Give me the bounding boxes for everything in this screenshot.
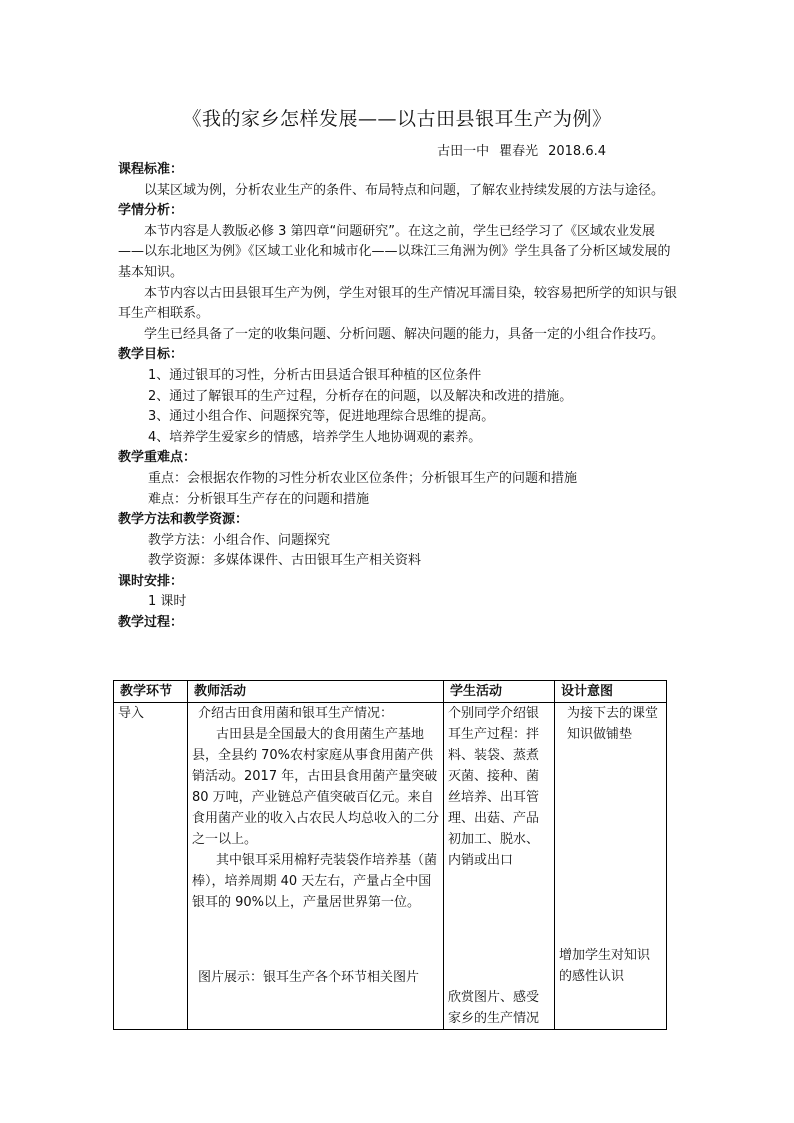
heading-keypoints: 教学重难点： [118,450,197,466]
author-line [437,140,606,159]
analysis-paragraph: 学生已经具备了一定的收集问题、分析问题、解决问题的能力，具备一定的小组合作技巧。 [144,326,665,342]
teacher-paragraph: 其中银耳采用棉籽壳装袋作培养基（菌棒），培养周期 40 天左右，产量占全中国银耳的 90%以上，产量居世界第一位。 [192,853,438,910]
student-activity: 欣赏图片、感受家乡的生产情况 [448,990,540,1026]
goal-item: 4、培养学生爱家乡的情感，培养学生人地协调观的素养。 [148,429,482,445]
header-teacher: 教师活动 [188,681,444,703]
heading-goals: 教学目标： [118,347,184,363]
hours-text: 1 课时 [148,594,187,610]
stage-text: 导入 [118,706,145,721]
cell-teacher [188,703,444,1030]
method-item: 教学资源：多媒体课件、古田银耳生产相关资料 [148,553,422,569]
cell-stage [114,703,188,1030]
goal-item: 3、通过小组合作、问题探究等，促进地理综合思维的提高。 [148,409,495,425]
heading-standard: 课程标准： [118,162,184,177]
method-item: 教学方法：小组合作、问题探究 [148,532,331,548]
header-design: 设计意图 [555,681,667,703]
goal-item: 1、通过银耳的习性，分析古田县适合银耳种植的区位条件 [148,367,482,383]
author-school: 古田一中 [437,144,490,159]
teacher-intro: 介绍古田食用菌和银耳生产情况： [198,706,394,721]
heading-process: 教学过程： [118,615,184,631]
document-title: 《我的家乡怎样发展——以古田县银耳生产为例》 [182,108,612,130]
keypoint-item: 难点：分析银耳生产存在的问题和措施 [148,491,370,507]
author-date: 2018.6.4 [548,144,606,159]
design-intent: 增加学生对知识的感性认识 [559,948,651,984]
heading-analysis: 学情分析： [118,203,184,219]
table-header-row [114,681,667,703]
document-body [118,160,678,634]
heading-methods: 教学方法和教学资源： [118,512,249,528]
header-stage: 教学环节 [114,681,188,703]
teacher-picture-note: 图片展示：银耳生产各个环节相关图片 [198,970,420,985]
analysis-paragraph: 本节内容以古田县银耳生产为例，学生对银耳的生产情况耳濡目染，较容易把所学的知识与银耳生产相联系。 [118,285,678,322]
keypoint-item: 重点：会根据农作物的习性分析农业区位条件；分析银耳生产的问题和措施 [148,470,578,486]
author-name: 瞿春光 [499,144,539,159]
cell-student [444,703,555,1030]
teacher-paragraph: 古田县是全国最大的食用菌生产基地县，全县约 70%农村家庭从事食用菌产供销活动。2017 年，古田县食用菌产量突破 80 万吨，产业链总产值突破百亿元。来自食用菌产业的收入占农民人均总收入的二分之一以上。 [192,727,440,847]
header-student: 学生活动 [444,681,555,703]
standard-text: 以某区域为例，分析农业生产的条件、布局特点和问题，了解农业持续发展的方法与途径。 [144,182,665,198]
table-row [114,703,667,1030]
design-intent: 为接下去的课堂知识做铺垫 [567,706,659,742]
goal-item: 2、通过了解银耳的生产过程，分析存在的问题，以及解决和改进的措施。 [148,388,573,404]
cell-design [555,703,667,1030]
process-table [113,680,667,1030]
heading-hours: 课时安排： [118,573,184,589]
analysis-paragraph: 本节内容是人教版必修 3 第四章“问题研究”。在这之前，学生已经学习了《区域农业发展——以东北地区为例》《区域工业化和城市化——以珠江三角洲为例》学生具备了分析区域发展的基本知识。 [118,223,671,280]
student-activity: 个别同学介绍银耳生产过程：拌料、装袋、蒸煮灭菌、接种、菌丝培养、出耳管理、出菇、产品初加工、脱水、内销或出口 [448,706,540,868]
